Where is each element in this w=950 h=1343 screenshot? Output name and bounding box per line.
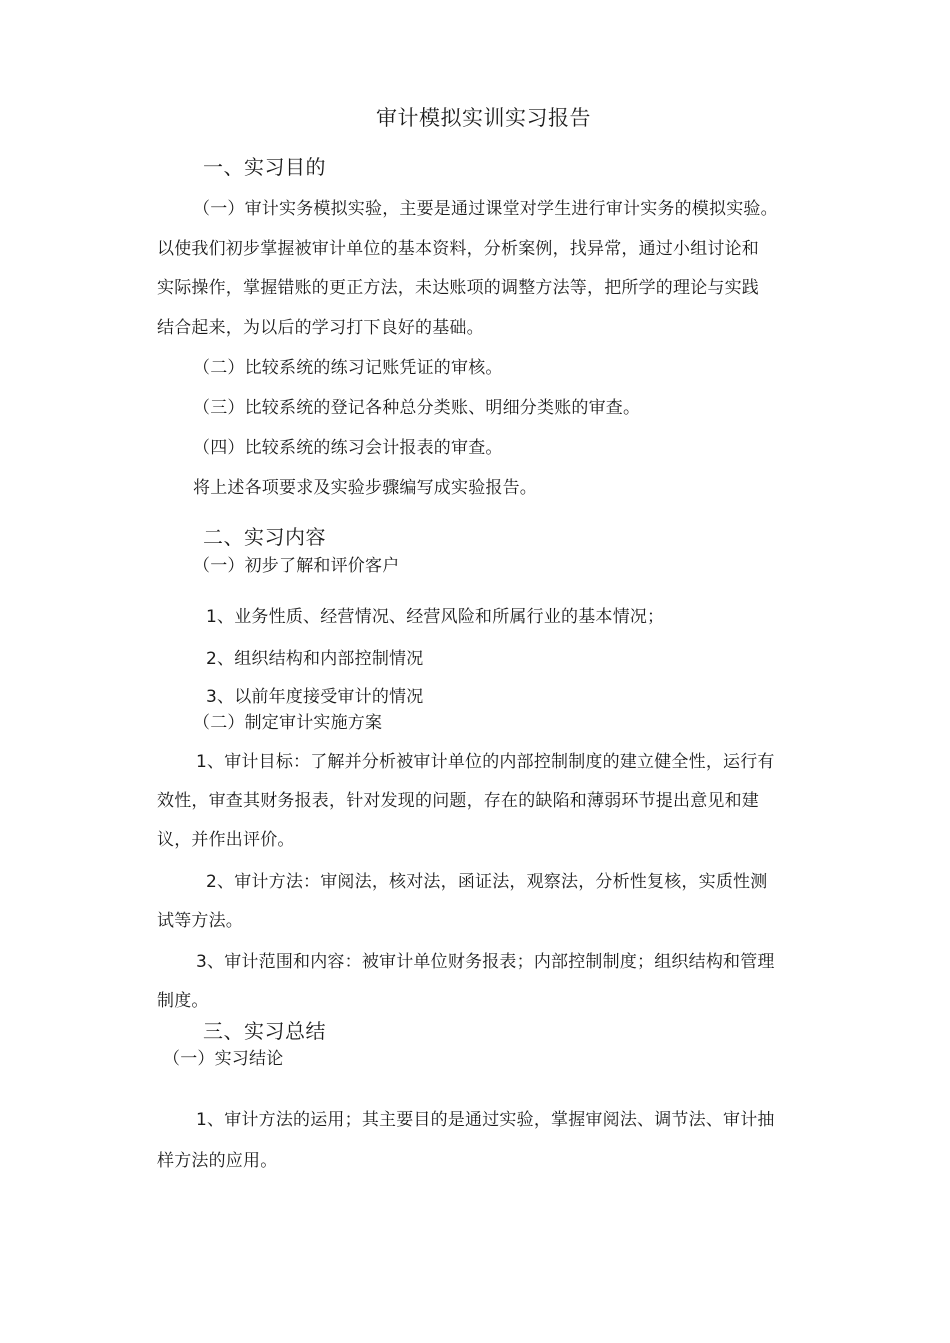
section-heading: 一、实习目的	[203, 155, 326, 179]
paragraph-line: 1、审计方法的运用；其主要目的是通过实验，掌握审阅法、调节法、审计抽	[196, 1110, 775, 1130]
list-item: 2、组织结构和内部控制情况	[206, 649, 424, 669]
paragraph-line: 以使我们初步掌握被审计单位的基本资料，分析案例，找异常，通过小组讨论和	[157, 239, 759, 259]
paragraph-line: 议，并作出评价。	[157, 830, 295, 850]
section-heading: 二、实习内容	[203, 525, 326, 549]
paragraph-line: 制度。	[157, 991, 209, 1011]
paragraph-line: 效性，审查其财务报表，针对发现的问题，存在的缺陷和薄弱环节提出意见和建	[157, 791, 759, 811]
paragraph-line: 将上述各项要求及实验步骤编写成实验报告。	[193, 478, 537, 498]
list-item: （二）比较系统的练习记账凭证的审核。	[193, 358, 503, 378]
paragraph-line: （一）审计实务模拟实验，主要是通过课堂对学生进行审计实务的模拟实验。	[193, 199, 778, 219]
subsection-heading: （二）制定审计实施方案	[193, 713, 383, 733]
list-item: （四）比较系统的练习会计报表的审查。	[193, 438, 503, 458]
paragraph-line: 3、审计范围和内容：被审计单位财务报表；内部控制制度；组织结构和管理	[196, 952, 775, 972]
paragraph-line: 1、审计目标：了解并分析被审计单位的内部控制制度的建立健全性，运行有	[196, 752, 775, 772]
paragraph-line: 结合起来，为以后的学习打下良好的基础。	[157, 318, 484, 338]
subsection-heading: （一）实习结论	[163, 1049, 284, 1069]
list-item: 3、以前年度接受审计的情况	[206, 687, 424, 707]
paragraph-line: 实际操作，掌握错账的更正方法，未达账项的调整方法等，把所学的理论与实践	[157, 278, 759, 298]
document-title: 审计模拟实训实习报告	[376, 106, 591, 130]
section-heading: 三、实习总结	[203, 1019, 326, 1043]
paragraph-line: 2、审计方法：审阅法，核对法，函证法，观察法，分析性复核，实质性测	[206, 872, 768, 892]
paragraph-line: 样方法的应用。	[157, 1151, 278, 1171]
subsection-heading: （一）初步了解和评价客户	[193, 556, 400, 576]
paragraph-line: 试等方法。	[157, 911, 243, 931]
list-item: 1、业务性质、经营情况、经营风险和所属行业的基本情况；	[206, 607, 665, 627]
list-item: （三）比较系统的登记各种总分类账、明细分类账的审查。	[193, 398, 641, 418]
